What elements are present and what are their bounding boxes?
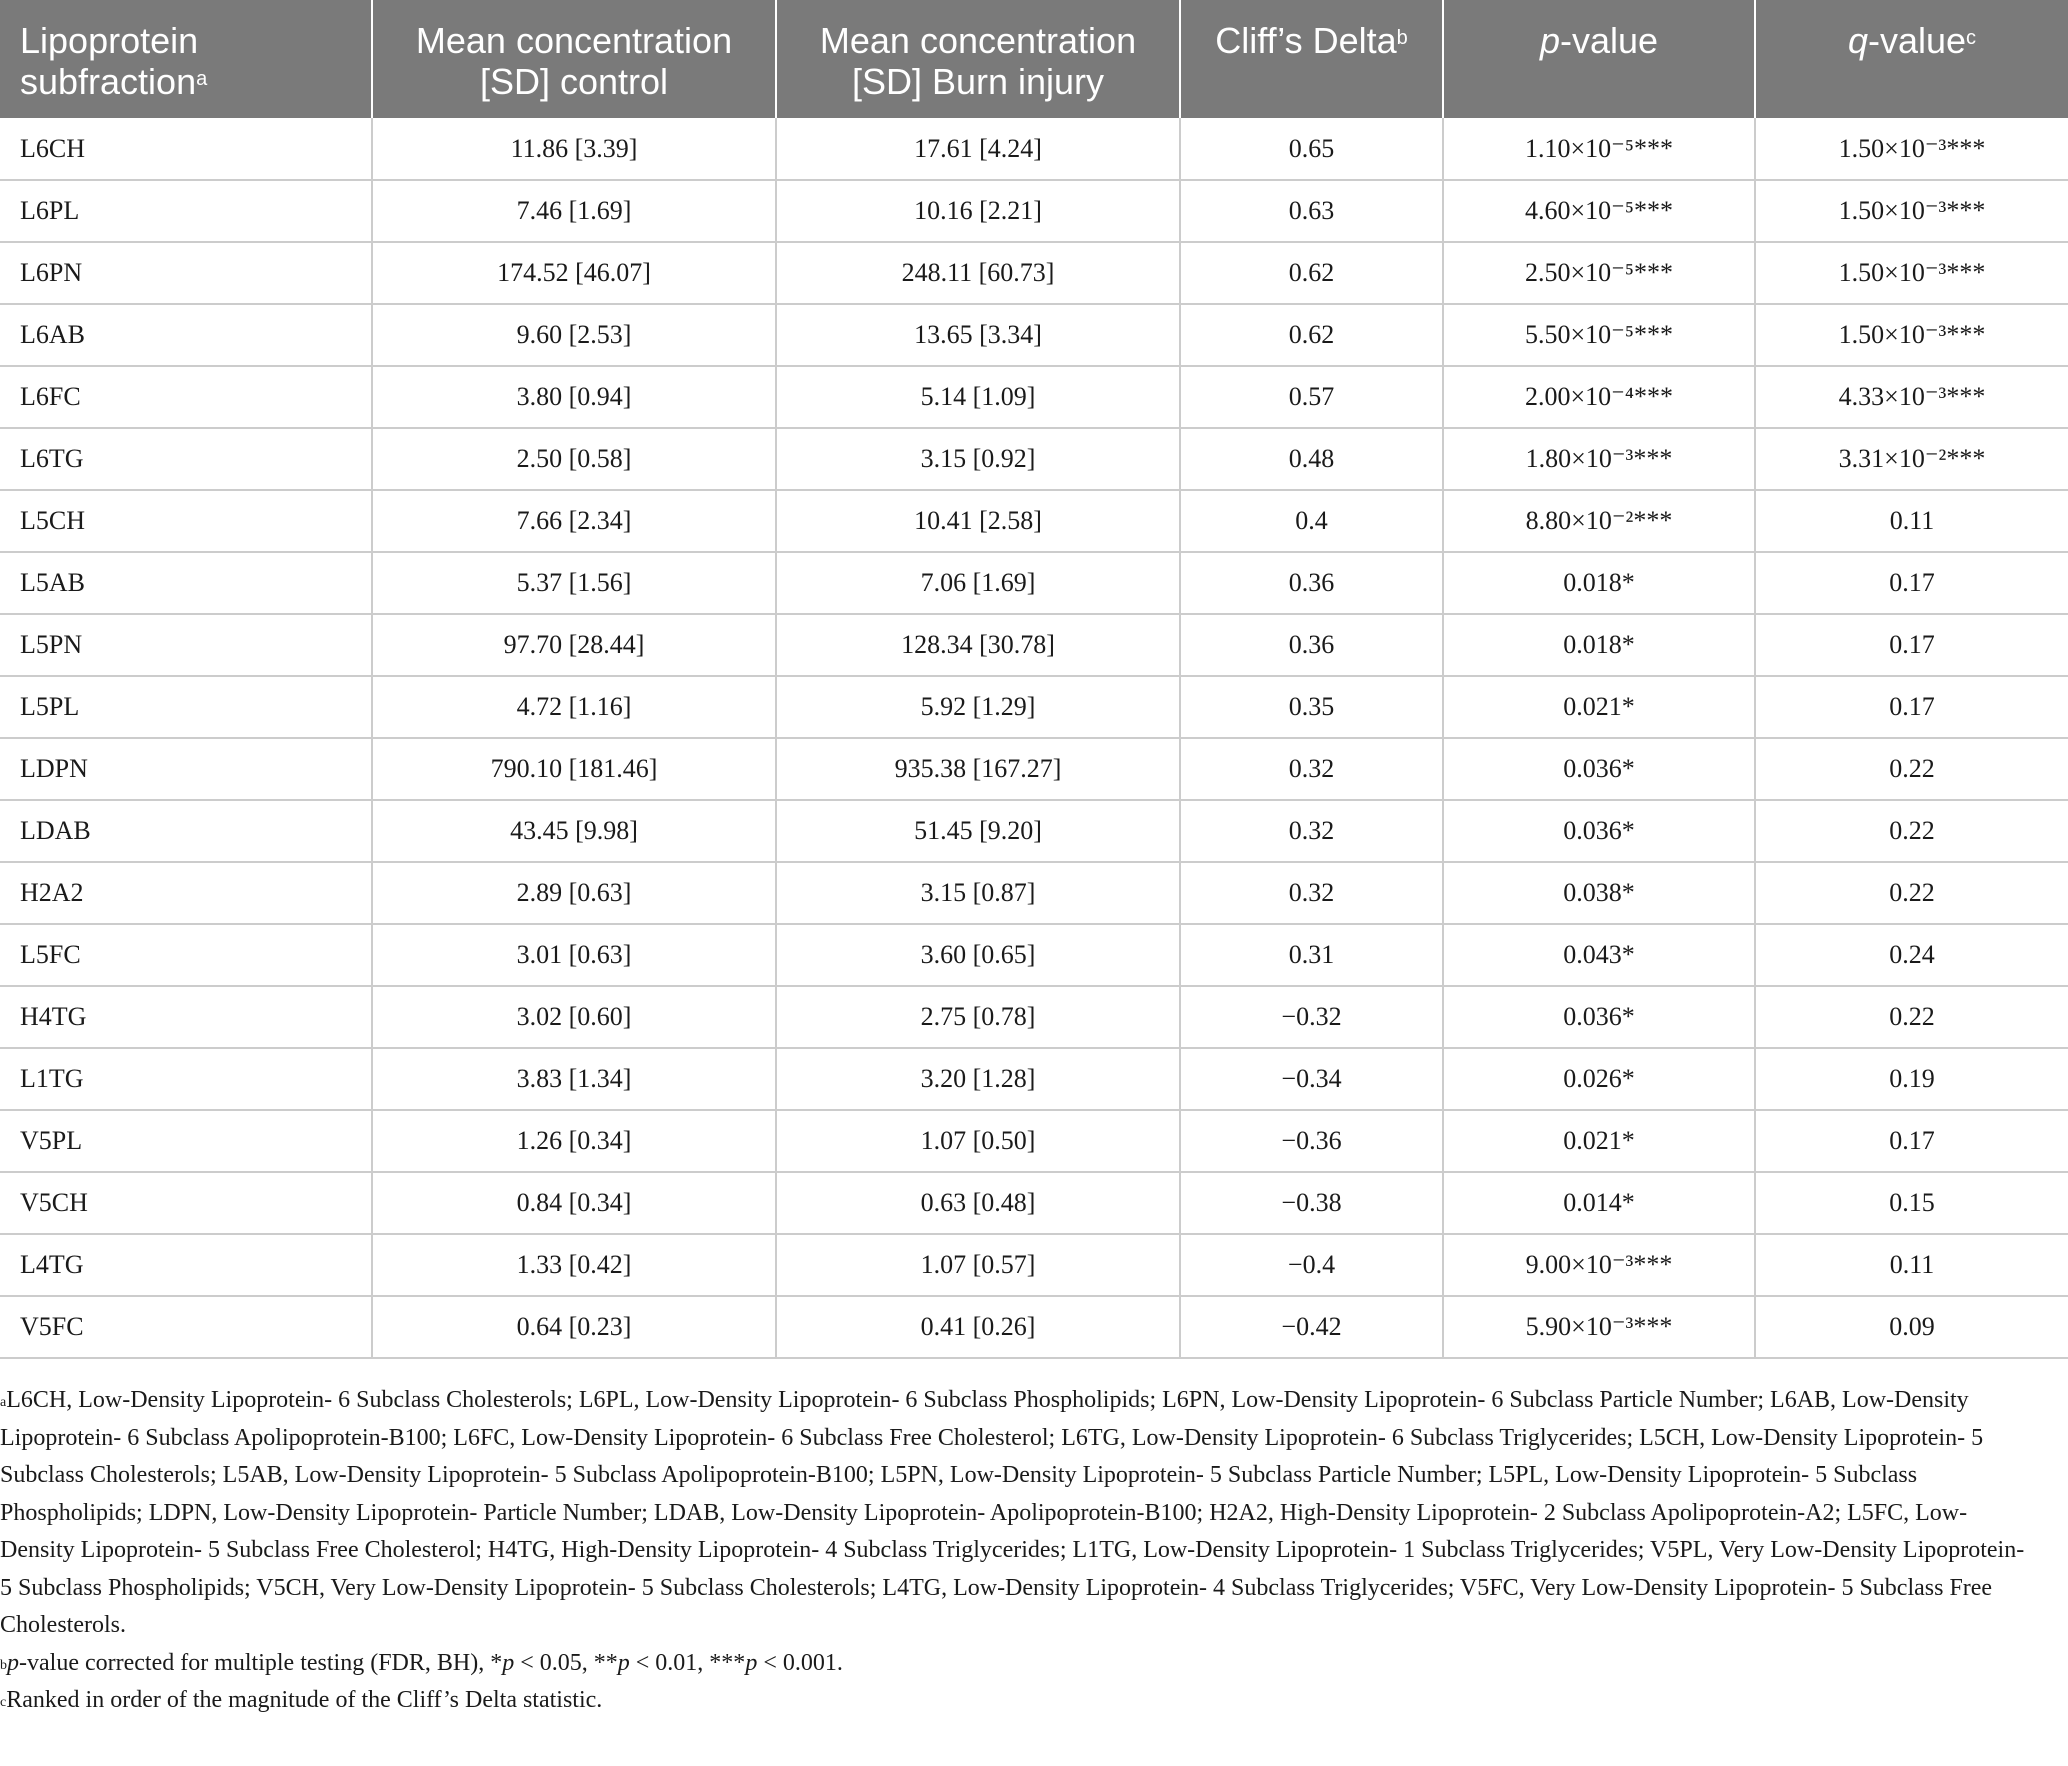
cell-mean-control: 0.84 [0.34] [372, 1172, 776, 1234]
cell-cliffs-delta: 0.32 [1180, 800, 1443, 862]
cell-mean-control: 3.01 [0.63] [372, 924, 776, 986]
table-row [0, 1234, 2068, 1296]
cell-q-value: 0.17 [1755, 614, 2068, 676]
cell-p-value: 0.043* [1443, 924, 1755, 986]
header-q-value: q-value$^c$ [1755, 0, 2068, 118]
cell-cliffs-delta: 0.35 [1180, 676, 1443, 738]
cell-subfraction: H2A2 [0, 862, 372, 924]
cell-mean-burn: 3.60 [0.65] [776, 924, 1180, 986]
cell-subfraction: LDAB [0, 800, 372, 862]
table-row [0, 428, 2068, 490]
cell-p-value: 0.018* [1443, 552, 1755, 614]
cell-q-value: 1.50×10⁻³*** [1755, 242, 2068, 304]
cell-p-value: 0.018* [1443, 614, 1755, 676]
table-row [0, 366, 2068, 428]
cell-mean-burn: 0.41 [0.26] [776, 1296, 1180, 1358]
cell-mean-burn: 10.41 [2.58] [776, 490, 1180, 552]
cell-p-value: 9.00×10⁻³*** [1443, 1234, 1755, 1296]
table-row [0, 738, 2068, 800]
cell-p-value: 0.038* [1443, 862, 1755, 924]
cell-q-value: 0.09 [1755, 1296, 2068, 1358]
cell-mean-control: 790.10 [181.46] [372, 738, 776, 800]
cell-mean-control: 97.70 [28.44] [372, 614, 776, 676]
cell-mean-burn: 2.75 [0.78] [776, 986, 1180, 1048]
cell-mean-burn: 3.15 [0.92] [776, 428, 1180, 490]
cell-q-value: 0.15 [1755, 1172, 2068, 1234]
cell-mean-burn: 17.61 [4.24] [776, 118, 1180, 180]
cell-q-value: 0.19 [1755, 1048, 2068, 1110]
cell-mean-control: 2.50 [0.58] [372, 428, 776, 490]
cell-mean-control: 1.26 [0.34] [372, 1110, 776, 1172]
cell-p-value: 0.026* [1443, 1048, 1755, 1110]
cell-q-value: 0.22 [1755, 800, 2068, 862]
cell-cliffs-delta: 0.63 [1180, 180, 1443, 242]
cell-mean-burn: 1.07 [0.50] [776, 1110, 1180, 1172]
cell-subfraction: V5FC [0, 1296, 372, 1358]
cell-mean-burn: 13.65 [3.34] [776, 304, 1180, 366]
table-row [0, 676, 2068, 738]
cell-mean-burn: 7.06 [1.69] [776, 552, 1180, 614]
cell-q-value: 0.17 [1755, 676, 2068, 738]
cell-p-value: 1.80×10⁻³*** [1443, 428, 1755, 490]
cell-p-value: 0.036* [1443, 800, 1755, 862]
cell-subfraction: L6TG [0, 428, 372, 490]
cell-subfraction: LDPN [0, 738, 372, 800]
cell-cliffs-delta: 0.57 [1180, 366, 1443, 428]
cell-subfraction: H4TG [0, 986, 372, 1048]
cell-p-value: 0.014* [1443, 1172, 1755, 1234]
footnote-a: $^a$L6CH, Low-Density Lipoprotein- 6 Subclass Cholesterols; L6PL, Low-Density Lipoprotein- 6 Subclass Phospholipids; L6PN, Low-Density Lipoprotein- 6 Subclass Particle Number; L6AB, Low-Density Lipoprotein- 6 Subclass Apolipoprotein-B100; L6FC, Low-Density Lipoprotein- 6 Subclass Free Cholesterol; L6TG, Low-Density Lipoprotein- 6 Subclass Triglycerides; L5CH, Low-Density Lipoprotein- 5 Subclass Cholesterols; L5AB, Low-Density Lipoprotein- 5 Subclass Apolipoprotein-B100; L5PN, Low-Density Lipoprotein- 5 Subclass Particle Number; L5PL, Low-Density Lipoprotein- 5 Subclass Phospholipids; LDPN, Low-Density Lipoprotein- Particle Number; LDAB, Low-Density Lipoprotein- Apolipoprotein-B100; H2A2, High-Density Lipoprotein- 2 Subclass Apolipoprotein-A2; L5FC, Low-Density Lipoprotein- 5 Subclass Free Cholesterol; H4TG, High-Density Lipoprotein- 4 Subclass Triglycerides; L1TG, Low-Density Lipoprotein- 1 Subclass Triglycerides; V5PL, Very Low-Density Lipoprotein- 5 Subclass Phospholipids; V5CH, Very Low-Density Lipoprotein- 5 Subclass Cholesterols; L4TG, Low-Density Lipoprotein- 4 Subclass Triglycerides; V5FC, Very Low-Density Lipoprotein- 5 Subclass Free Cholesterols. [0, 1387, 2025, 1638]
footnote-b: $^b$p-value corrected for multiple testing (FDR, BH), *p < 0.05, **p < 0.01, ***p < 0.001. [0, 1649, 843, 1676]
cell-q-value: 0.22 [1755, 986, 2068, 1048]
table-row [0, 180, 2068, 242]
cell-mean-control: 0.64 [0.23] [372, 1296, 776, 1358]
cell-subfraction: L6PL [0, 180, 372, 242]
table-row [0, 242, 2068, 304]
cell-mean-burn: 1.07 [0.57] [776, 1234, 1180, 1296]
cell-q-value: 1.50×10⁻³*** [1755, 180, 2068, 242]
header-cliffs-delta: Cliff’s Delta$^b$ [1180, 0, 1443, 118]
cell-subfraction: V5CH [0, 1172, 372, 1234]
cell-cliffs-delta: −0.32 [1180, 986, 1443, 1048]
cell-mean-control: 3.80 [0.94] [372, 366, 776, 428]
cell-p-value: 1.10×10⁻⁵*** [1443, 118, 1755, 180]
cell-mean-control: 7.66 [2.34] [372, 490, 776, 552]
cell-p-value: 0.021* [1443, 1110, 1755, 1172]
header-p-value: p-value [1443, 0, 1755, 118]
cell-subfraction: L6AB [0, 304, 372, 366]
cell-mean-control: 7.46 [1.69] [372, 180, 776, 242]
cell-mean-burn: 10.16 [2.21] [776, 180, 1180, 242]
cell-mean-control: 2.89 [0.63] [372, 862, 776, 924]
cell-subfraction: L4TG [0, 1234, 372, 1296]
cell-cliffs-delta: −0.38 [1180, 1172, 1443, 1234]
cell-q-value: 0.11 [1755, 1234, 2068, 1296]
table-row [0, 862, 2068, 924]
table-row [0, 552, 2068, 614]
cell-cliffs-delta: 0.62 [1180, 304, 1443, 366]
table-header [0, 0, 2068, 118]
cell-mean-control: 3.02 [0.60] [372, 986, 776, 1048]
cell-q-value: 0.22 [1755, 738, 2068, 800]
cell-mean-burn: 248.11 [60.73] [776, 242, 1180, 304]
cell-cliffs-delta: 0.32 [1180, 738, 1443, 800]
header-row [0, 0, 2068, 118]
cell-cliffs-delta: 0.32 [1180, 862, 1443, 924]
cell-cliffs-delta: 0.31 [1180, 924, 1443, 986]
header-subfraction: Lipoprotein subfraction$^a$ [20, 20, 208, 102]
cell-mean-control: 43.45 [9.98] [372, 800, 776, 862]
cell-p-value: 2.00×10⁻⁴*** [1443, 366, 1755, 428]
cell-mean-burn: 128.34 [30.78] [776, 614, 1180, 676]
table-row [0, 1296, 2068, 1358]
cell-cliffs-delta: 0.36 [1180, 552, 1443, 614]
cell-p-value: 5.90×10⁻³*** [1443, 1296, 1755, 1358]
cell-subfraction: L5PN [0, 614, 372, 676]
cell-subfraction: L5FC [0, 924, 372, 986]
cell-cliffs-delta: −0.4 [1180, 1234, 1443, 1296]
cell-mean-burn: 0.63 [0.48] [776, 1172, 1180, 1234]
cell-mean-control: 4.72 [1.16] [372, 676, 776, 738]
cell-cliffs-delta: −0.34 [1180, 1048, 1443, 1110]
table-row [0, 1048, 2068, 1110]
table-row [0, 1172, 2068, 1234]
cell-subfraction: L5PL [0, 676, 372, 738]
cell-cliffs-delta: 0.65 [1180, 118, 1443, 180]
cell-mean-burn: 5.14 [1.09] [776, 366, 1180, 428]
cell-subfraction: L5CH [0, 490, 372, 552]
cell-q-value: 0.11 [1755, 490, 2068, 552]
table-row [0, 490, 2068, 552]
cell-q-value: 0.17 [1755, 1110, 2068, 1172]
cell-subfraction: L6PN [0, 242, 372, 304]
cell-q-value: 4.33×10⁻³*** [1755, 366, 2068, 428]
table-body [0, 118, 2068, 1358]
cell-q-value: 1.50×10⁻³*** [1755, 118, 2068, 180]
cell-p-value: 0.036* [1443, 738, 1755, 800]
cell-mean-control: 1.33 [0.42] [372, 1234, 776, 1296]
table-row [0, 986, 2068, 1048]
cell-mean-control: 3.83 [1.34] [372, 1048, 776, 1110]
cell-subfraction: V5PL [0, 1110, 372, 1172]
cell-p-value: 8.80×10⁻²*** [1443, 490, 1755, 552]
cell-cliffs-delta: 0.48 [1180, 428, 1443, 490]
cell-p-value: 2.50×10⁻⁵*** [1443, 242, 1755, 304]
cell-p-value: 5.50×10⁻⁵*** [1443, 304, 1755, 366]
cell-p-value: 4.60×10⁻⁵*** [1443, 180, 1755, 242]
cell-cliffs-delta: −0.36 [1180, 1110, 1443, 1172]
header-mean-burn: Mean concentration [SD] Burn injury [776, 0, 1180, 118]
cell-mean-burn: 5.92 [1.29] [776, 676, 1180, 738]
cell-q-value: 3.31×10⁻²*** [1755, 428, 2068, 490]
cell-cliffs-delta: 0.4 [1180, 490, 1443, 552]
cell-q-value: 0.17 [1755, 552, 2068, 614]
cell-cliffs-delta: 0.36 [1180, 614, 1443, 676]
cell-subfraction: L6FC [0, 366, 372, 428]
cell-mean-control: 11.86 [3.39] [372, 118, 776, 180]
cell-mean-control: 5.37 [1.56] [372, 552, 776, 614]
cell-mean-control: 174.52 [46.07] [372, 242, 776, 304]
cell-mean-control: 9.60 [2.53] [372, 304, 776, 366]
footnote-c: $^c$Ranked in order of the magnitude of the Cliff’s Delta statistic. [0, 1687, 603, 1713]
cell-mean-burn: 935.38 [167.27] [776, 738, 1180, 800]
cell-subfraction: L1TG [0, 1048, 372, 1110]
table-row [0, 614, 2068, 676]
cell-q-value: 1.50×10⁻³*** [1755, 304, 2068, 366]
cell-mean-burn: 3.15 [0.87] [776, 862, 1180, 924]
header-mean-control: Mean concentration [SD] control [372, 0, 776, 118]
table-row [0, 1110, 2068, 1172]
table-row [0, 800, 2068, 862]
cell-q-value: 0.22 [1755, 862, 2068, 924]
cell-mean-burn: 51.45 [9.20] [776, 800, 1180, 862]
cell-q-value: 0.24 [1755, 924, 2068, 986]
table-row [0, 118, 2068, 180]
cell-cliffs-delta: 0.62 [1180, 242, 1443, 304]
footnotes [0, 1382, 2040, 1720]
cell-p-value: 0.036* [1443, 986, 1755, 1048]
table-row [0, 924, 2068, 986]
cell-p-value: 0.021* [1443, 676, 1755, 738]
cell-cliffs-delta: −0.42 [1180, 1296, 1443, 1358]
cell-subfraction: L6CH [0, 118, 372, 180]
cell-mean-burn: 3.20 [1.28] [776, 1048, 1180, 1110]
table-row [0, 304, 2068, 366]
cell-subfraction: L5AB [0, 552, 372, 614]
